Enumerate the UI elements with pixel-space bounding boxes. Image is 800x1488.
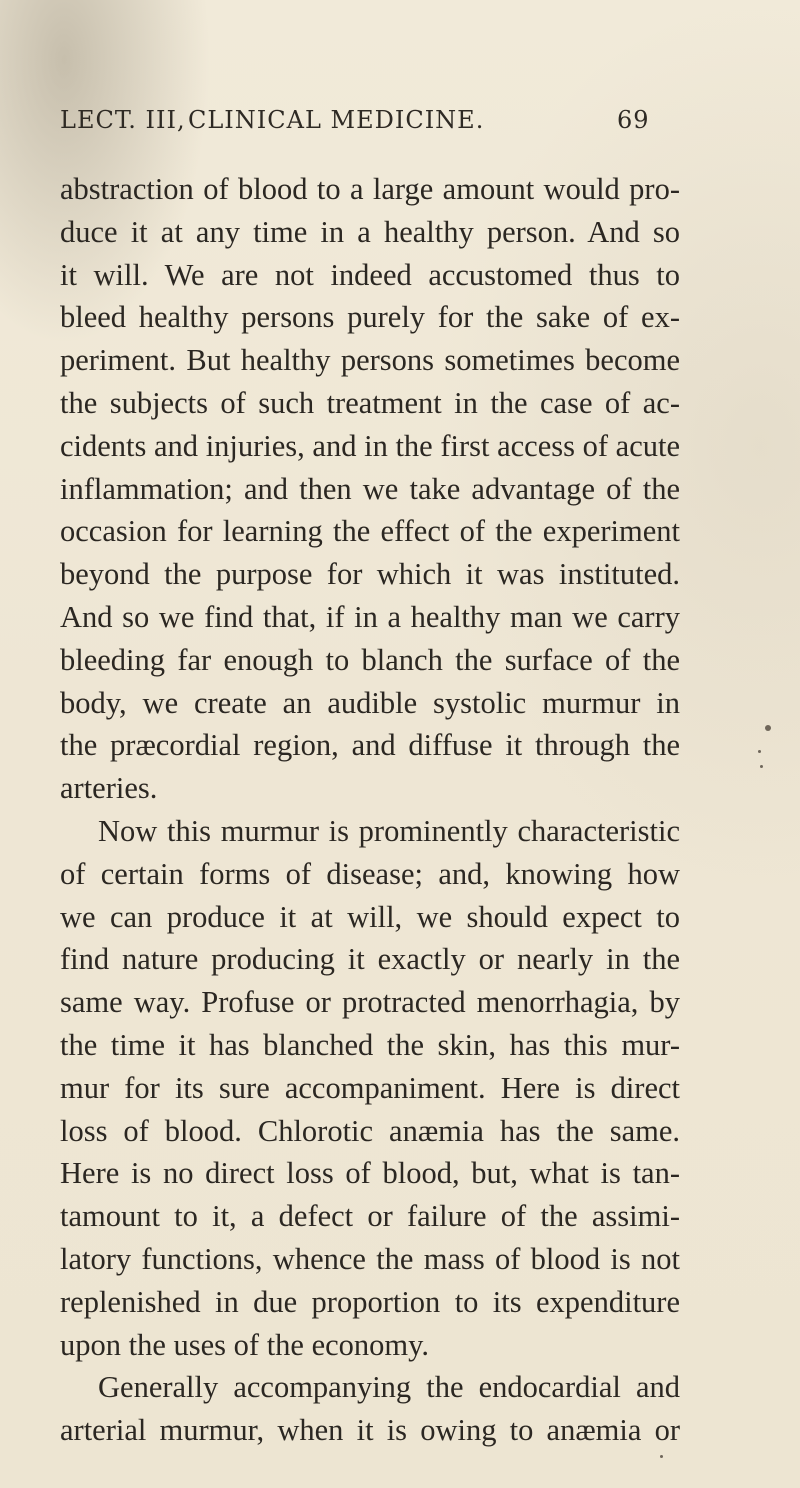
paper-speck	[758, 750, 761, 753]
text-line: bleed healthy persons purely for the sake of ex-	[60, 300, 680, 335]
text-line: periment. But healthy persons sometimes become	[60, 343, 680, 378]
text-line: replenished in due proportion to its expenditure	[60, 1284, 680, 1319]
body-text	[60, 168, 680, 1452]
text-line: find nature producing it exactly or nearly in the	[60, 942, 680, 977]
text-line: the time it has blanched the skin, has this mur-	[60, 1027, 680, 1062]
paper-speck	[765, 725, 771, 731]
text-line: it will. We are not indeed accustomed thus to	[60, 257, 680, 292]
text-line: body, we create an audible systolic murmur in	[60, 685, 680, 720]
text-line: arteries.	[60, 771, 158, 806]
text-line: bleeding far enough to blanch the surface of the	[60, 642, 680, 677]
text-line: of certain forms of disease; and, knowing how	[60, 856, 680, 891]
text-line: same way. Profuse or protracted menorrhagia, by	[60, 985, 680, 1020]
paper-speck	[760, 765, 763, 768]
text-line: occasion for learning the effect of the experiment	[60, 514, 680, 549]
text-line: latory functions, whence the mass of blood is not	[60, 1241, 680, 1276]
paragraph-start-line: Generally accompanying the endocardial and	[98, 1370, 680, 1405]
text-line: loss of blood. Chlorotic anæmia has the same.	[60, 1113, 680, 1148]
running-header	[60, 106, 660, 146]
text-line: cidents and injuries, and in the first access of acute	[60, 428, 680, 463]
lecture-label: LECT. III,	[60, 106, 186, 134]
text-line: the subjects of such treatment in the case of ac-	[60, 385, 680, 420]
page-number: 69	[617, 106, 650, 134]
text-line: we can produce it at will, we should expect to	[60, 899, 680, 934]
paragraph-start-line: Now this murmur is prominently characteristic	[98, 813, 680, 848]
text-line: the præcordial region, and diffuse it through the	[60, 728, 680, 763]
text-line: arterial murmur, when it is owing to anæmia or	[60, 1413, 680, 1448]
text-line: beyond the purpose for which it was instituted.	[60, 557, 680, 592]
text-line: upon the uses of the economy.	[60, 1327, 430, 1362]
text-line: Here is no direct loss of blood, but, what is tan-	[60, 1156, 680, 1191]
text-line: And so we find that, if in a healthy man we carry	[60, 599, 680, 634]
text-line: inflammation; and then we take advantage of the	[60, 471, 680, 506]
running-title: CLINICAL MEDICINE.	[188, 106, 485, 134]
text-line: duce it at any time in a healthy person. And so	[60, 214, 680, 249]
paper-speck	[660, 1455, 663, 1458]
text-line: tamount to it, a defect or failure of the assimi-	[60, 1199, 680, 1234]
text-line: abstraction of blood to a large amount would pro-	[60, 172, 680, 206]
text-line: mur for its sure accompaniment. Here is direct	[60, 1070, 680, 1105]
